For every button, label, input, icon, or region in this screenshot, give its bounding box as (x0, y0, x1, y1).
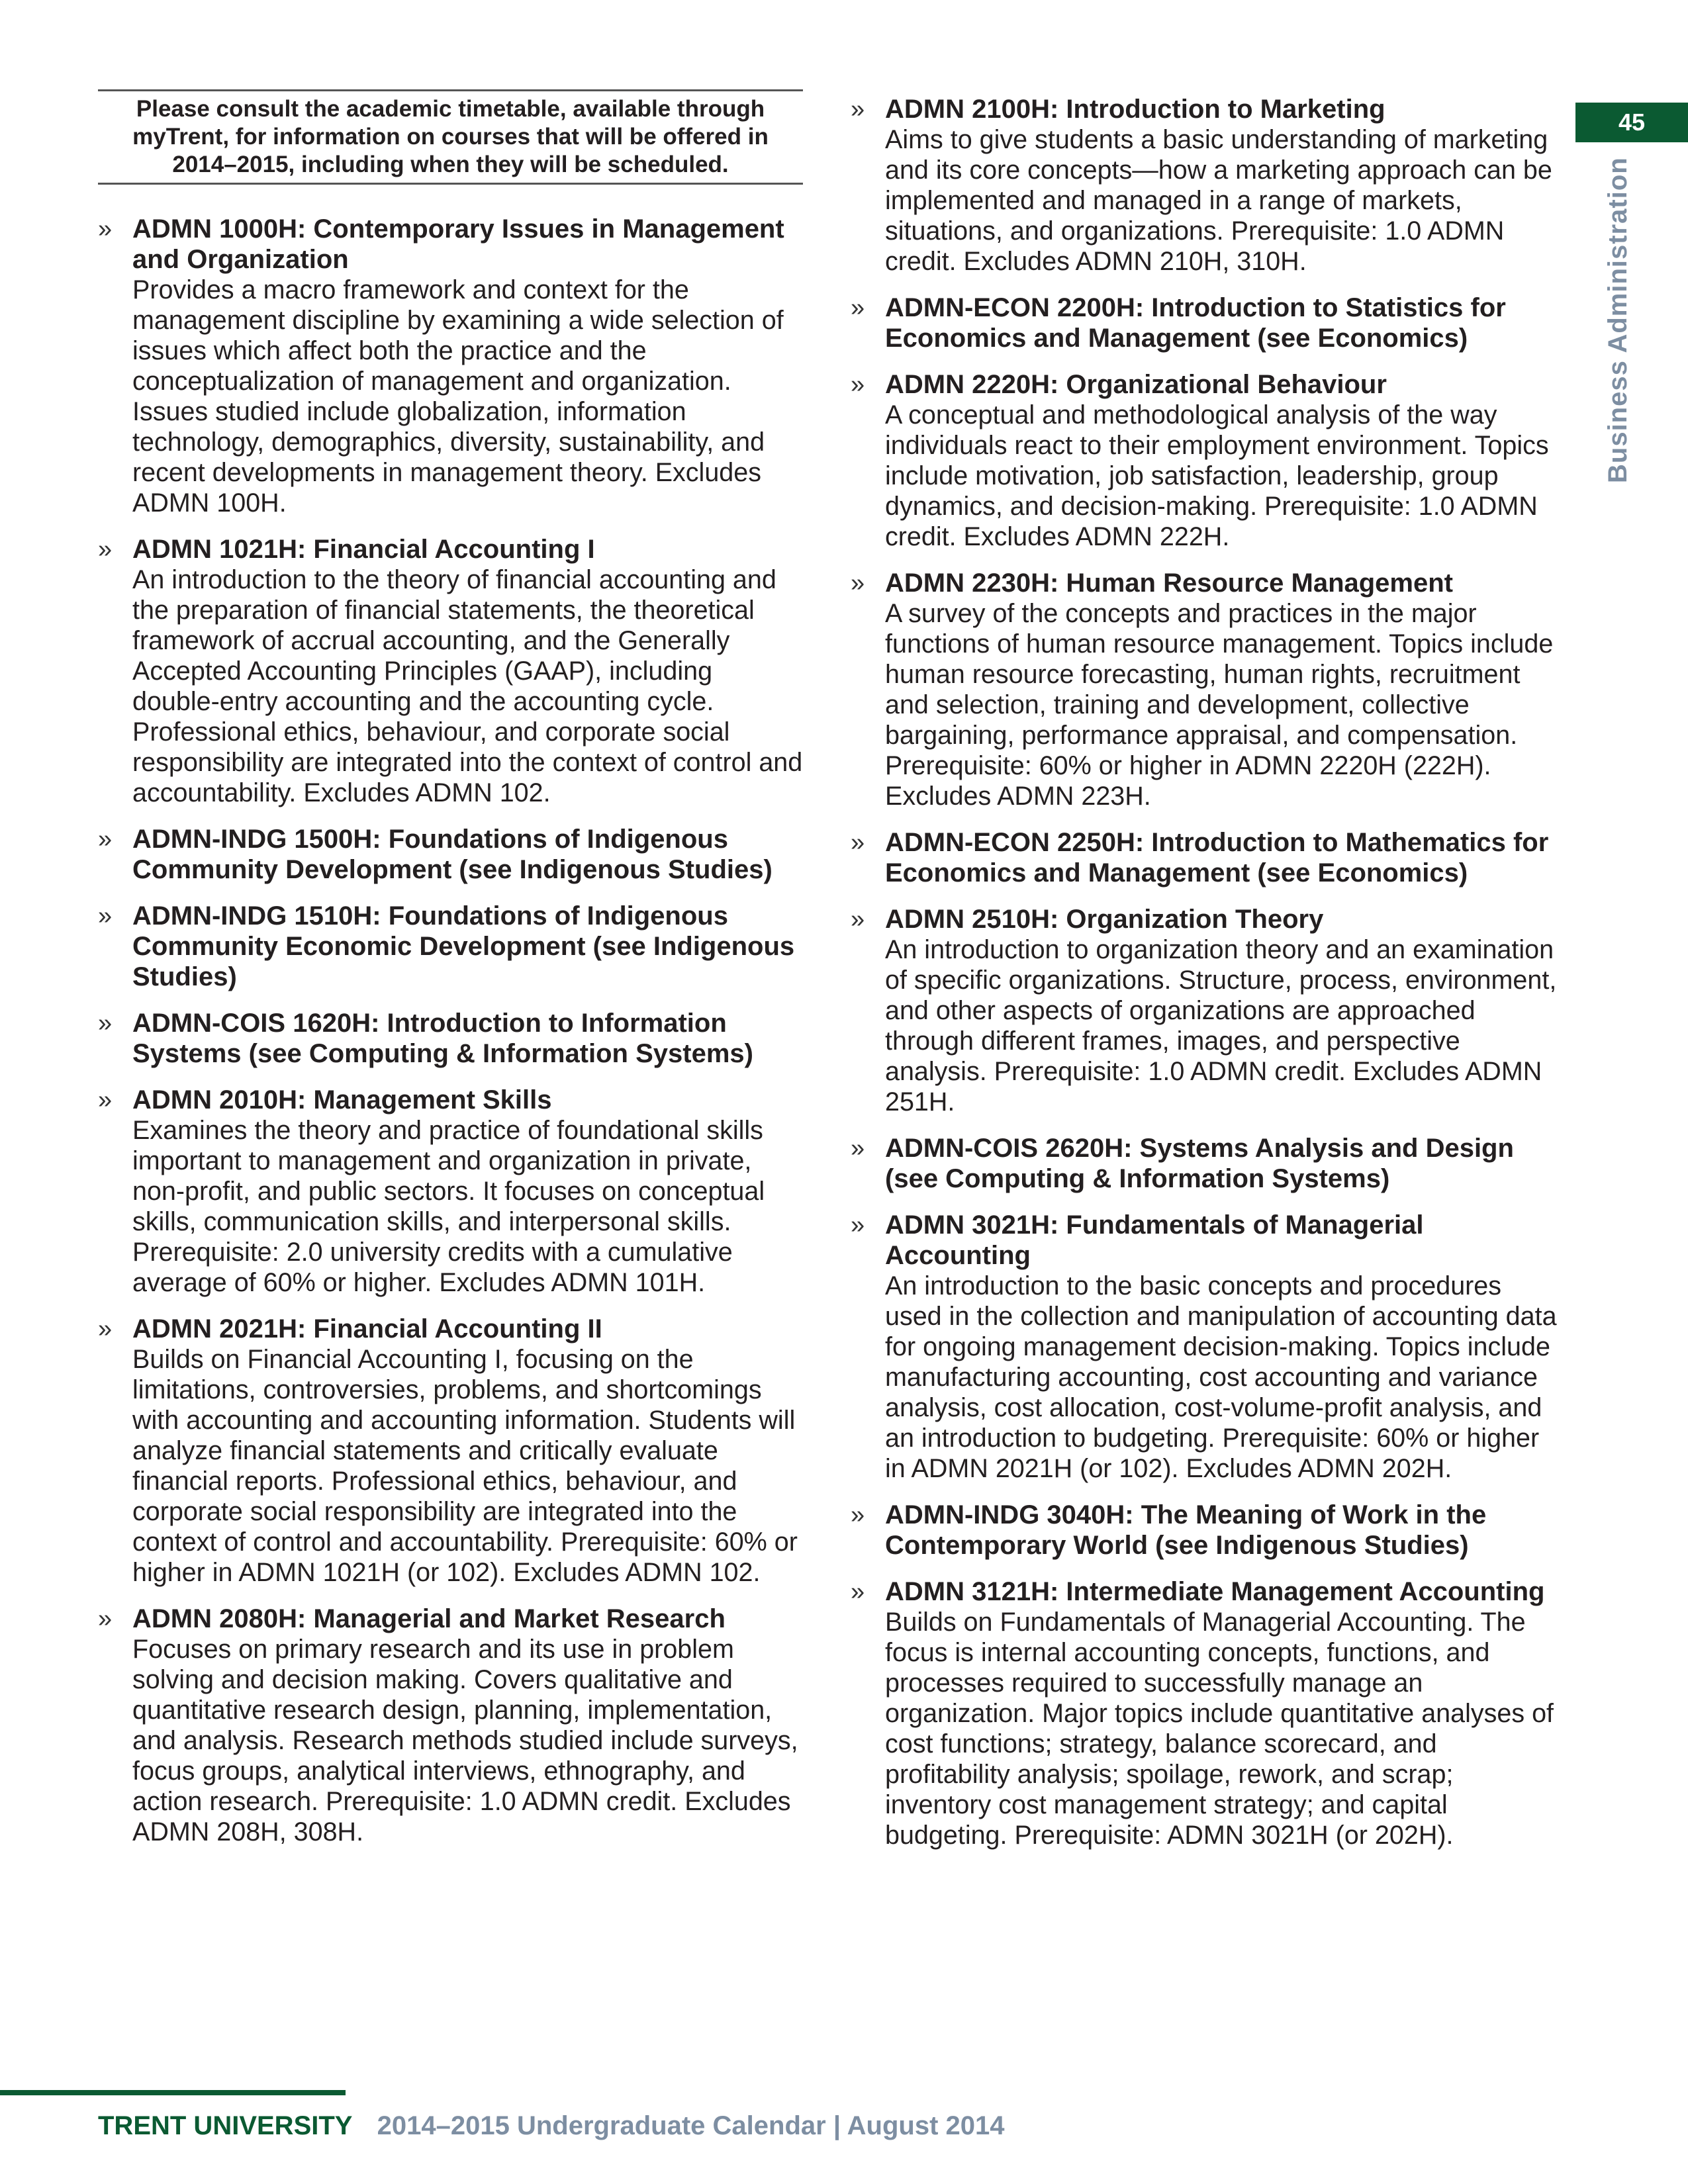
bullet-icon: » (98, 1605, 113, 1633)
course-title: ADMN-ECON 2250H: Introduction to Mathematics for Economics and Management (see Economics) (885, 828, 1549, 887)
course-description: An introduction to the theory of financial accounting and the preparation of financial statements, the theoretical framework of accrual accounting, and the Generally Accepted Accounting Principles (GAAP), including double-entry accounting and the accounting cycle. Professional ethics, behaviour, and corporate social responsibility are integrated into the context of control and accountability. Excludes ADMN 102. (132, 565, 803, 807)
course-entry (98, 824, 803, 885)
bullet-icon: » (851, 371, 865, 398)
section-side-label: Business Administration (1603, 157, 1632, 483)
footer-calendar: 2014–2015 Undergraduate Calendar | August 2014 (377, 2111, 1005, 2140)
bullet-icon: » (851, 1134, 865, 1162)
right-column (851, 94, 1559, 1866)
bullet-icon: » (98, 1086, 113, 1114)
course-description: Builds on Fundamentals of Managerial Accounting. The focus is internal accounting concepts, functions, and processes required to successfully manage an organization. Major topics include quantitative analyses of cost functions; strategy, balance scorecard, and profitability analysis; spoilage, rework, and scrap; inventory cost management strategy; and capital budgeting. Prerequisite: ADMN 3021H (or 202H). (885, 1608, 1554, 1850)
right-course-list (851, 94, 1559, 1850)
course-description: Aims to give students a basic understanding of marketing and its core concepts—how a marketing approach can be implemented and managed in a range of markets, situations, and organizations. Prerequisite: 1.0 ADMN credit. Excludes ADMN 210H, 310H. (885, 125, 1552, 276)
course-entry (851, 568, 1559, 811)
course-description: Builds on Financial Accounting I, focusing on the limitations, controversies, problems, and shortcomings with accounting and accounting information. Students will analyze financial statements and critically evaluate financial reports. Professional ethics, behaviour, and corporate social responsibility are integrated into the context of control and accountability. Prerequisite: 60% or higher in ADMN 1021H (or 102). Excludes ADMN 102. (132, 1345, 798, 1587)
course-entry (98, 1314, 803, 1588)
bullet-icon: » (851, 1211, 865, 1239)
course-entry (851, 904, 1559, 1117)
course-title: ADMN-COIS 1620H: Introduction to Information Systems (see Computing & Information Systems) (132, 1009, 753, 1068)
course-description: An introduction to the basic concepts and procedures used in the collection and manipulation of accounting data for ongoing management decision-making. Topics include manufacturing accounting, cost accounting and variance analysis, cost allocation, cost-volume-profit analysis, and an introduction to budgeting. Prerequisite: 60% or higher in ADMN 2021H (or 102). Excludes ADMN 202H. (885, 1271, 1557, 1483)
course-title: ADMN-INDG 3040H: The Meaning of Work in the Contemporary World (see Indigenous Studies) (885, 1500, 1487, 1560)
course-description: Examines the theory and practice of foundational skills important to management and organization in private, non-profit, and public sectors. It focuses on conceptual skills, communication skills, and interpersonal skills. Prerequisite: 2.0 university credits with a cumulative average of 60% or higher. Excludes ADMN 101H. (132, 1116, 765, 1297)
course-entry (851, 1133, 1559, 1194)
bullet-icon: » (98, 215, 113, 243)
course-description: A conceptual and methodological analysis of the way individuals react to their employment environment. Topics include motivation, job satisfaction, leadership, group dynamics, and decision-making. Prerequisite: 1.0 ADMN credit. Excludes ADMN 222H. (885, 400, 1549, 551)
course-entry (98, 1008, 803, 1069)
course-title: ADMN 3021H: Fundamentals of Managerial Accounting (885, 1210, 1424, 1270)
course-title: ADMN 2010H: Management Skills (132, 1085, 552, 1115)
bullet-icon: » (98, 535, 113, 563)
bullet-icon: » (98, 1009, 113, 1037)
bullet-icon: » (851, 1501, 865, 1529)
left-course-list (98, 214, 803, 1847)
footer-rule (0, 2090, 346, 2095)
bullet-icon: » (851, 829, 865, 856)
bullet-icon: » (851, 1578, 865, 1606)
course-description: Focuses on primary research and its use in problem solving and decision making. Covers qualitative and quantitative research design, planning, implementation, and analysis. Research methods studied include surveys, focus groups, analytical interviews, ethnography, and action research. Prerequisite: 1.0 ADMN credit. Excludes ADMN 208H, 308H. (132, 1635, 798, 1846)
timetable-notice: Please consult the academic timetable, available through myTrent, for information on courses that will be offered in 2014–2015, including when they will be scheduled. (98, 89, 803, 185)
course-entry (851, 369, 1559, 552)
course-entry (98, 214, 803, 518)
course-description: Provides a macro framework and context for the management discipline by examining a wide selection of issues which affect both the practice and the conceptualization of management and organization. Issues studied include globalization, information technology, demographics, diversity, sustainability, and recent developments in management theory. Excludes ADMN 100H. (132, 275, 784, 518)
course-title: ADMN-COIS 2620H: Systems Analysis and Design (see Computing & Information Systems) (885, 1134, 1514, 1193)
bullet-icon: » (98, 1315, 113, 1343)
course-title: ADMN 2510H: Organization Theory (885, 905, 1324, 934)
bullet-icon: » (851, 569, 865, 597)
course-title: ADMN 3121H: Intermediate Management Accounting (885, 1577, 1545, 1606)
bullet-icon: » (851, 294, 865, 322)
bullet-icon: » (851, 95, 865, 123)
course-entry (98, 534, 803, 808)
bullet-icon: » (98, 902, 113, 930)
course-entry (851, 827, 1559, 888)
footer-university: TRENT UNIVERSITY (98, 2111, 353, 2140)
course-entry (851, 1210, 1559, 1484)
course-title: ADMN 1021H: Financial Accounting I (132, 535, 595, 564)
course-entry (98, 1085, 803, 1298)
course-title: ADMN 2220H: Organizational Behaviour (885, 370, 1387, 399)
course-title: ADMN-INDG 1500H: Foundations of Indigenous Community Development (see Indigenous Studies) (132, 825, 773, 884)
course-entry (851, 94, 1559, 277)
course-title: ADMN-INDG 1510H: Foundations of Indigenous Community Economic Development (see Indigenous Studies) (132, 901, 795, 991)
page-number-tab: 45 (1575, 103, 1688, 142)
course-title: ADMN 2080H: Managerial and Market Research (132, 1604, 726, 1633)
course-entry (851, 1500, 1559, 1561)
course-description: A survey of the concepts and practices in the major functions of human resource management. Topics include human resource forecasting, human rights, recruitment and selection, training and development, collective bargaining, performance appraisal, and compensation. Prerequisite: 60% or higher in ADMN 2220H (222H). Excludes ADMN 223H. (885, 599, 1554, 811)
course-description: An introduction to organization theory and an examination of specific organizations. Structure, process, environment, and other aspects of organizations are approached through different frames, images, and perspective analysis. Prerequisite: 1.0 ADMN credit. Excludes ADMN 251H. (885, 935, 1557, 1116)
bullet-icon: » (98, 825, 113, 853)
course-title: ADMN-ECON 2200H: Introduction to Statistics for Economics and Management (see Economics) (885, 293, 1506, 353)
course-entry (851, 293, 1559, 353)
left-column (98, 89, 803, 1863)
course-entry (98, 1604, 803, 1847)
course-title: ADMN 2021H: Financial Accounting II (132, 1314, 602, 1343)
course-title: ADMN 2100H: Introduction to Marketing (885, 95, 1385, 124)
course-entry (98, 901, 803, 992)
footer (98, 2110, 1005, 2142)
course-title: ADMN 2230H: Human Resource Management (885, 569, 1453, 598)
course-entry (851, 1576, 1559, 1850)
bullet-icon: » (851, 905, 865, 933)
course-title: ADMN 1000H: Contemporary Issues in Management and Organization (132, 214, 784, 274)
